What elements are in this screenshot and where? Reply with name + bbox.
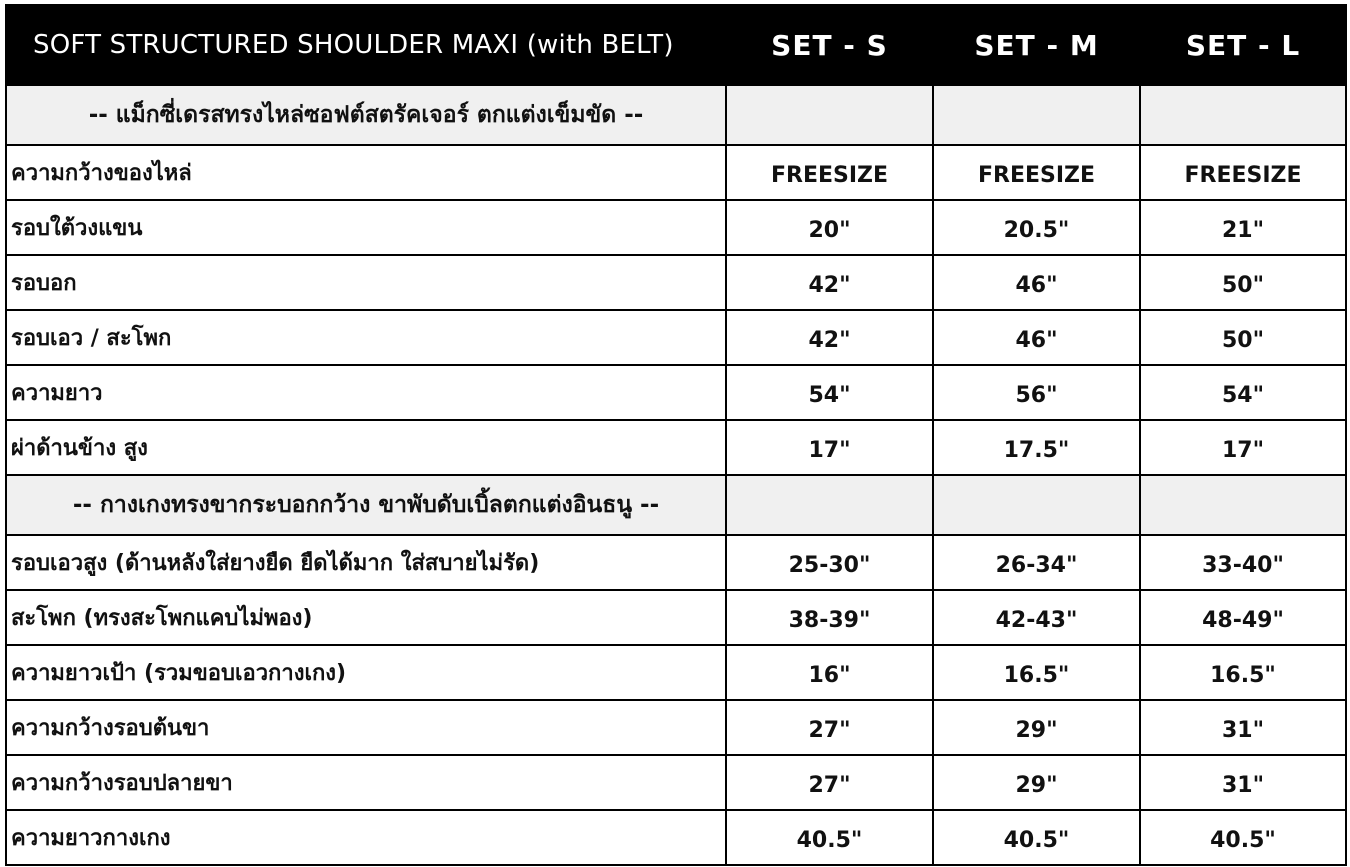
table-row (6, 420, 1346, 475)
cell-set-s: 20" (726, 200, 933, 255)
cell-set-m: 26-34" (933, 535, 1140, 590)
product-title: SOFT STRUCTURED SHOULDER MAXI (with BELT) (6, 5, 726, 85)
row-label: ความยาวเป้า (รวมขอบเอวกางเกง) (6, 645, 726, 700)
cell-set-l: 31" (1140, 755, 1346, 810)
cell-set-m: 56" (933, 365, 1140, 420)
table-row (6, 810, 1346, 865)
cell-set-s: 25-30" (726, 535, 933, 590)
table-row (6, 755, 1346, 810)
cell-set-s: 54" (726, 365, 933, 420)
cell-set-m: 20.5" (933, 200, 1140, 255)
table-body (6, 85, 1346, 865)
section-empty-cell (933, 85, 1140, 145)
section-empty-cell (933, 475, 1140, 535)
cell-set-l: 50" (1140, 255, 1346, 310)
cell-set-l: 54" (1140, 365, 1346, 420)
cell-set-m: 16.5" (933, 645, 1140, 700)
section-empty-cell (726, 475, 933, 535)
cell-set-l: 50" (1140, 310, 1346, 365)
row-label: รอบเอว / สะโพก (6, 310, 726, 365)
table-row (6, 700, 1346, 755)
cell-set-m: 46" (933, 310, 1140, 365)
cell-set-m: 42-43" (933, 590, 1140, 645)
row-label: ความกว้างรอบต้นขา (6, 700, 726, 755)
table-row (6, 535, 1346, 590)
table-row (6, 310, 1346, 365)
row-label: ความยาว (6, 365, 726, 420)
section-title-pants: -- กางเกงทรงขากระบอกกว้าง ขาพับดับเบิ้ลตกแต่งอินธนู -- (6, 475, 726, 535)
cell-set-s: 38-39" (726, 590, 933, 645)
row-label: ความกว้างรอบปลายขา (6, 755, 726, 810)
cell-set-l: 48-49" (1140, 590, 1346, 645)
cell-set-l: 40.5" (1140, 810, 1346, 865)
row-label: ความยาวกางเกง (6, 810, 726, 865)
row-label: ความกว้างของไหล่ (6, 145, 726, 200)
section-title-dress: -- แม็กซี่เดรสทรงไหล่ซอฟต์สตรัคเจอร์ ตกแต่งเข็มขัด -- (6, 85, 726, 145)
cell-set-m: FREESIZE (933, 145, 1140, 200)
table-row (6, 590, 1346, 645)
cell-set-l: 16.5" (1140, 645, 1346, 700)
cell-set-m: 29" (933, 755, 1140, 810)
table-row (6, 365, 1346, 420)
section-header-row (6, 475, 1346, 535)
table-row (6, 145, 1346, 200)
table-header (6, 5, 1346, 85)
cell-set-s: 17" (726, 420, 933, 475)
header-row (6, 5, 1346, 85)
row-label: ผ่าด้านข้าง สูง (6, 420, 726, 475)
row-label: สะโพก (ทรงสะโพกแคบไม่พอง) (6, 590, 726, 645)
column-header-set-l: SET - L (1140, 5, 1346, 85)
cell-set-s: 27" (726, 755, 933, 810)
cell-set-m: 29" (933, 700, 1140, 755)
cell-set-m: 17.5" (933, 420, 1140, 475)
table-row (6, 645, 1346, 700)
cell-set-m: 46" (933, 255, 1140, 310)
cell-set-l: 17" (1140, 420, 1346, 475)
size-chart-table (5, 4, 1347, 866)
section-empty-cell (1140, 85, 1346, 145)
table-row (6, 255, 1346, 310)
cell-set-l: 21" (1140, 200, 1346, 255)
cell-set-s: 27" (726, 700, 933, 755)
column-header-set-s: SET - S (726, 5, 933, 85)
cell-set-s: 42" (726, 310, 933, 365)
cell-set-s: 16" (726, 645, 933, 700)
column-header-set-m: SET - M (933, 5, 1140, 85)
section-empty-cell (1140, 475, 1346, 535)
cell-set-s: 42" (726, 255, 933, 310)
row-label: รอบใต้วงแขน (6, 200, 726, 255)
row-label: รอบอก (6, 255, 726, 310)
cell-set-m: 40.5" (933, 810, 1140, 865)
section-header-row (6, 85, 1346, 145)
cell-set-s: 40.5" (726, 810, 933, 865)
cell-set-l: FREESIZE (1140, 145, 1346, 200)
cell-set-l: 31" (1140, 700, 1346, 755)
table-row (6, 200, 1346, 255)
cell-set-s: FREESIZE (726, 145, 933, 200)
section-empty-cell (726, 85, 933, 145)
cell-set-l: 33-40" (1140, 535, 1346, 590)
row-label: รอบเอวสูง (ด้านหลังใส่ยางยืด ยืดได้มาก ใส่สบายไม่รัด) (6, 535, 726, 590)
